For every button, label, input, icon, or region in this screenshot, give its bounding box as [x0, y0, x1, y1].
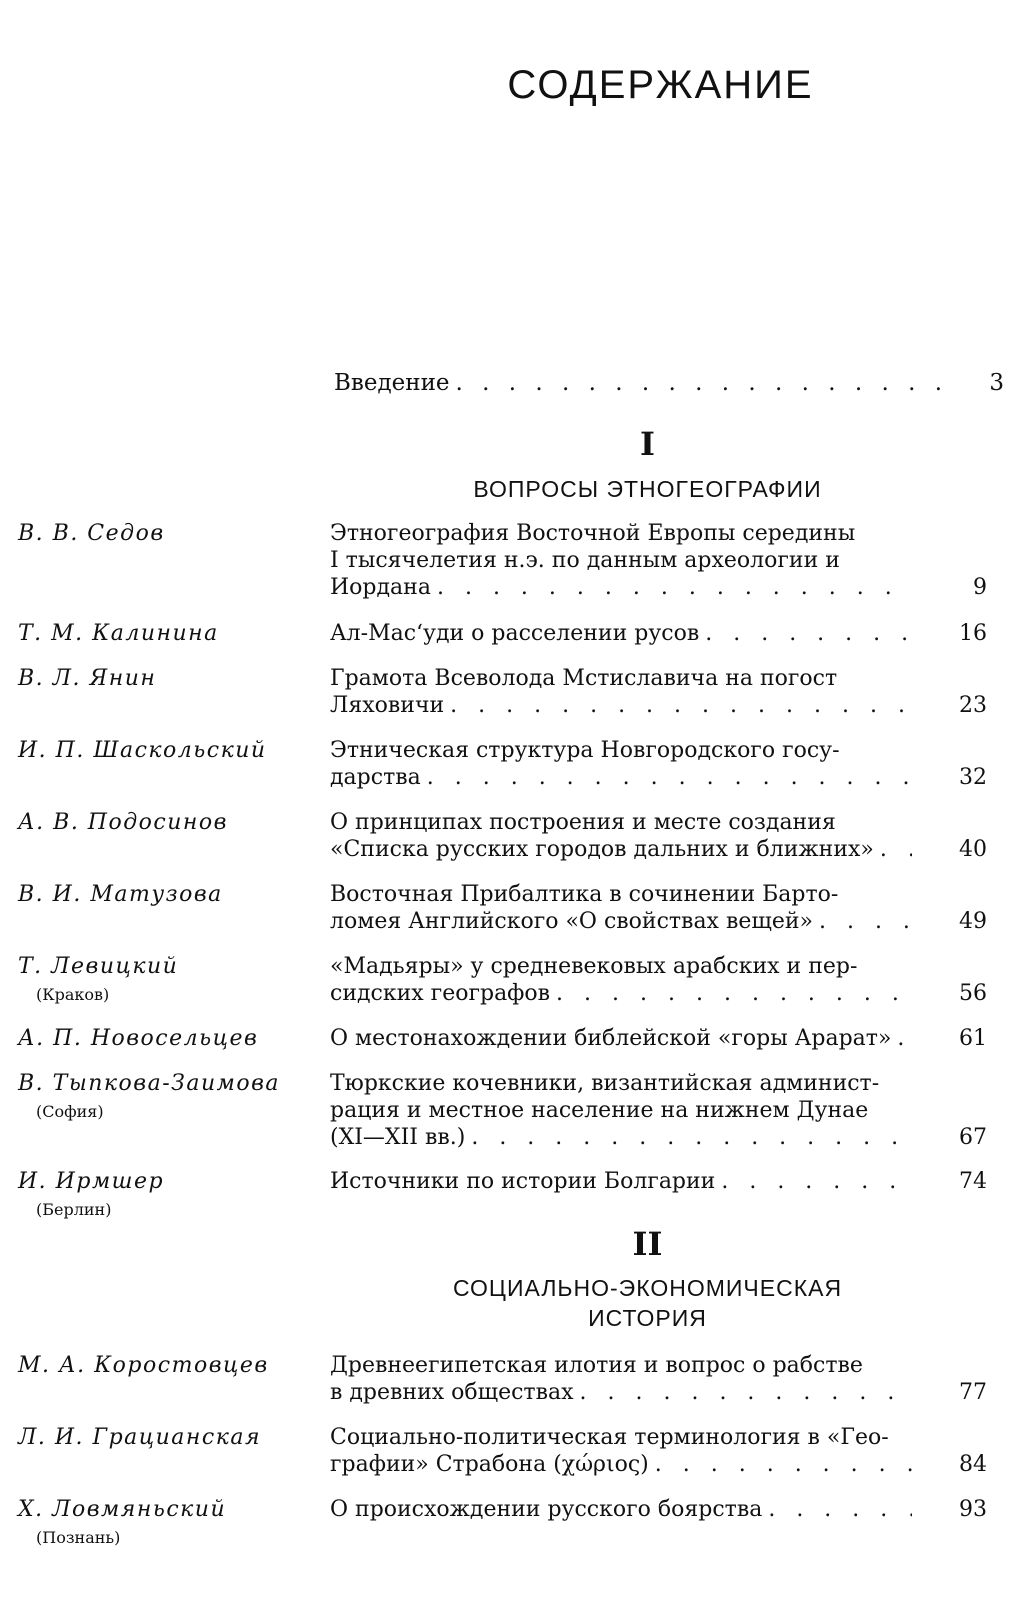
entry-title-line — [330, 836, 912, 863]
entry-title-line — [330, 980, 912, 1007]
entry-page-number: 77 — [959, 1380, 987, 1405]
entry-title-text: дарства — [330, 765, 421, 790]
author-city: (Краков) — [36, 985, 110, 1004]
author-name: А. В. Подосинов — [18, 810, 228, 835]
dot-leader — [655, 1451, 912, 1478]
entry-title-text: Грамота Всеволода Мстиславича на погост — [330, 666, 838, 691]
entry-page-number: 23 — [959, 693, 987, 718]
author-name: Т. Левицкий — [18, 954, 179, 979]
entry-title-line — [330, 1424, 912, 1451]
dot-leader — [450, 692, 912, 719]
entry-title-text: О происхождении русского боярства — [330, 1497, 763, 1522]
dot-leader — [897, 1025, 912, 1052]
dot-leader — [705, 620, 912, 647]
dot-leader — [556, 980, 912, 1007]
entry-author — [18, 620, 318, 647]
entry-author — [18, 953, 318, 1004]
entry-title-line — [330, 737, 912, 764]
entry-title-line — [330, 547, 912, 574]
section-title-line: ВОПРОСЫ ЭТНОГЕОГРАФИИ — [473, 476, 822, 502]
dot-leader — [880, 836, 912, 863]
dot-leader — [721, 1168, 912, 1195]
entry-title-text: Этническая структура Новгородского госу- — [330, 738, 840, 763]
author-name: В. Л. Янин — [18, 666, 157, 691]
entry-author — [18, 1424, 318, 1451]
entry-title-text: О местонахождении библейской «горы Арарат» — [330, 1026, 892, 1051]
entry-title-line — [330, 665, 912, 692]
entry-title — [330, 737, 912, 791]
author-name: А. П. Новосельцев — [18, 1026, 259, 1051]
entry-author — [18, 1070, 318, 1121]
entry-author — [18, 1168, 318, 1219]
entry-page-number: 16 — [959, 621, 987, 646]
intro-page-number: 3 — [989, 370, 1004, 396]
entry-title-line — [330, 1124, 912, 1151]
author-name: И. П. Шаскольский — [18, 738, 267, 763]
entry-title-text: Восточная Прибалтика в сочинении Барто- — [330, 882, 839, 907]
section-number: I — [640, 425, 655, 463]
entry-page-number: 84 — [959, 1452, 987, 1477]
section-number: II — [632, 1225, 663, 1263]
entry-title-text: графии» Страбона (χώριος) — [330, 1452, 649, 1477]
entry-page-number: 61 — [959, 1026, 987, 1051]
entry-title-text: О принципах построения и месте создания — [330, 810, 836, 835]
entry-title-line — [330, 764, 912, 791]
entry-author — [18, 1496, 318, 1547]
entry-title-line — [330, 574, 912, 601]
entry-page-number: 49 — [959, 909, 987, 934]
entry-title — [330, 953, 912, 1007]
toc-intro-entry[interactable] — [334, 370, 1004, 396]
entry-title-text: «Мадьяры» у средневековых арабских и пер- — [330, 954, 858, 979]
entry-page-number: 67 — [959, 1125, 987, 1150]
entry-title-text: (XI—XII вв.) — [330, 1125, 466, 1150]
entry-title-text: сидских географов — [330, 981, 551, 1006]
entry-title — [330, 665, 912, 719]
dot-leader — [456, 370, 944, 396]
entry-title — [330, 1496, 912, 1523]
entry-title — [330, 1168, 912, 1195]
entry-title-text: в древних обществах — [330, 1380, 574, 1405]
entry-title — [330, 881, 912, 935]
section-title-line: СОЦИАЛЬНО-ЭКОНОМИЧЕСКАЯ — [452, 1275, 843, 1301]
author-city: (София) — [36, 1102, 104, 1121]
entry-title — [330, 520, 912, 601]
entry-title-line — [330, 809, 912, 836]
author-name: Л. И. Грацианская — [18, 1425, 262, 1450]
entry-title-text: Социально-политическая терминология в «Гео- — [330, 1425, 889, 1450]
section-title — [0, 1273, 1021, 1333]
entry-title-line — [330, 953, 912, 980]
entry-title-line — [330, 881, 912, 908]
entry-title-text: Иордана — [330, 575, 431, 600]
entry-title-text: рация и местное население на нижнем Дунае — [330, 1098, 869, 1123]
entry-title-text: Древнеегипетская илотия и вопрос о рабстве — [330, 1353, 863, 1378]
dot-leader — [819, 908, 912, 935]
entry-author — [18, 881, 318, 908]
entry-author — [18, 520, 318, 547]
dot-leader — [580, 1379, 912, 1406]
dot-leader — [427, 764, 912, 791]
entry-page-number: 40 — [959, 837, 987, 862]
author-name: В. В. Седов — [18, 521, 165, 546]
author-name: М. А. Коростовцев — [18, 1353, 269, 1378]
entry-page-number: 32 — [959, 765, 987, 790]
entry-title-text: Этногеография Восточной Европы середины — [330, 521, 856, 546]
entry-title-line — [330, 620, 912, 647]
entry-title-line — [330, 1352, 912, 1379]
entry-title-text: Ляховичи — [330, 693, 445, 718]
entry-title-line — [330, 1451, 912, 1478]
author-name: Х. Ловмяньский — [18, 1497, 227, 1522]
entry-title-line — [330, 1097, 912, 1124]
entry-page-number: 56 — [959, 981, 987, 1006]
entry-title-line — [330, 1070, 912, 1097]
entry-author — [18, 665, 318, 692]
entry-title-text: Тюркские кочевники, византийская админист- — [330, 1071, 880, 1096]
entry-title — [330, 620, 912, 647]
entry-title-text: «Списка русских городов дальних и ближних» — [330, 837, 874, 862]
author-city: (Познань) — [36, 1528, 121, 1547]
entry-title-line — [330, 520, 912, 547]
entry-page-number: 93 — [959, 1497, 987, 1522]
author-name: И. Ирмшер — [18, 1169, 165, 1194]
section-title-line: ИСТОРИЯ — [588, 1305, 707, 1331]
entry-title-line — [330, 1379, 912, 1406]
dot-leader — [437, 574, 912, 601]
entry-author — [18, 737, 318, 764]
entry-title-text: Ал-Мас‘уди о расселении русов — [330, 621, 700, 646]
entry-page-number: 74 — [959, 1169, 987, 1194]
intro-title: Введение — [334, 370, 450, 396]
section-title — [0, 474, 1021, 504]
dot-leader — [768, 1496, 912, 1523]
entry-title — [330, 1070, 912, 1151]
intro-leader — [334, 370, 944, 396]
entry-title-line — [330, 908, 912, 935]
entry-title-line — [330, 1168, 912, 1195]
entry-author — [18, 1352, 318, 1379]
entry-title — [330, 1025, 912, 1052]
author-name: В. Тыпкова-Заимова — [18, 1071, 281, 1096]
entry-author — [18, 809, 318, 836]
entry-title-line — [330, 1496, 912, 1523]
entry-title-text: ломея Английского «О свойствах вещей» — [330, 909, 813, 934]
entry-title — [330, 809, 912, 863]
entry-title-line — [330, 692, 912, 719]
dot-leader — [471, 1124, 912, 1151]
author-name: Т. М. Калинина — [18, 621, 219, 646]
entry-page-number: 9 — [973, 575, 987, 600]
entry-title-text: Источники по истории Болгарии — [330, 1169, 716, 1194]
entry-title — [330, 1352, 912, 1406]
entry-title — [330, 1424, 912, 1478]
entry-author — [18, 1025, 318, 1052]
page-title: СОДЕРЖАНИЕ — [507, 62, 814, 107]
entry-title-text: I тысячелетия н.э. по данным археологии и — [330, 548, 840, 573]
entry-title-line — [330, 1025, 912, 1052]
author-city: (Берлин) — [36, 1200, 112, 1219]
author-name: В. И. Матузова — [18, 882, 223, 907]
